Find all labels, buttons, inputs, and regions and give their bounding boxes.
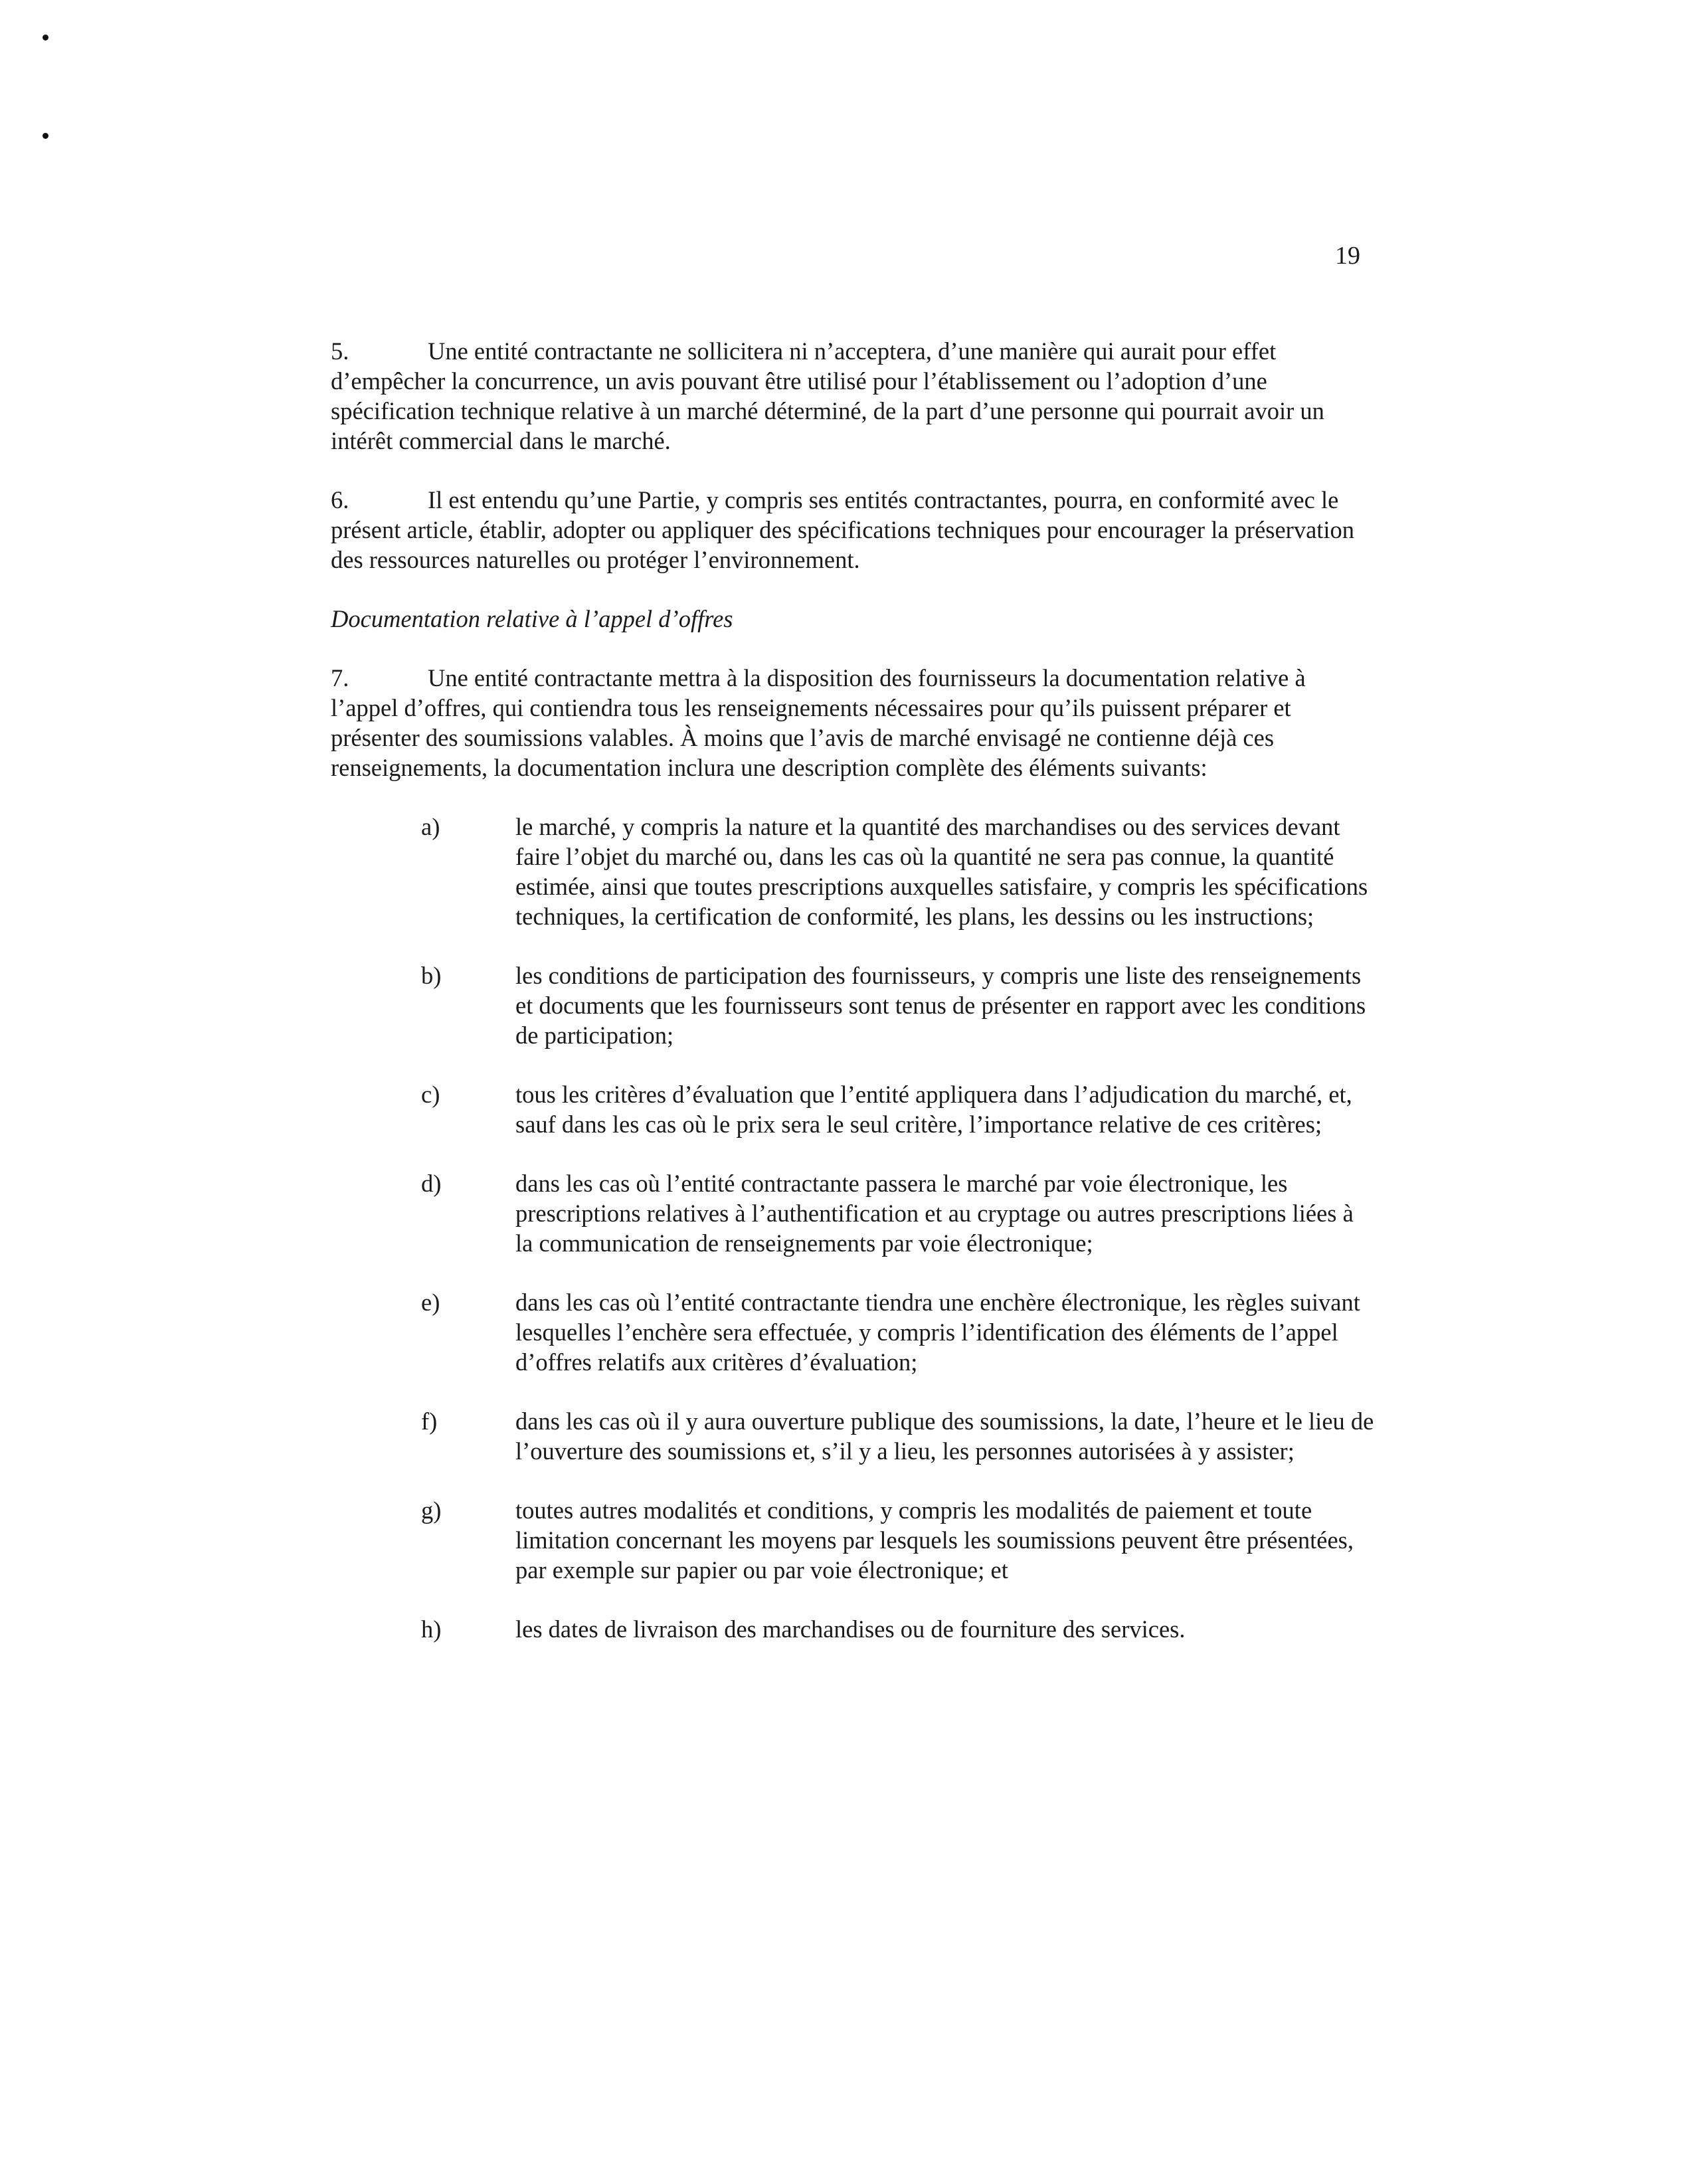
- paragraph-number: 5.: [331, 337, 349, 365]
- list-item-letter: g): [421, 1497, 442, 1524]
- paragraph-text: Il est entendu qu’une Partie, y compris ses entités contractantes, pourra, en conformité avec le présent article, établir, adopter ou appliquer des spécifications techniques pour encourager la préservation des ressources naturelles ou protéger l’environnement.: [331, 486, 1355, 573]
- list-item-text: les dates de livraison des marchandises ou de fourniture des services.: [515, 1615, 1186, 1643]
- paragraph-6: [331, 485, 1376, 575]
- list-item-letter: a): [421, 813, 440, 840]
- page-number: 19: [1335, 242, 1360, 270]
- scan-mark: [43, 35, 48, 41]
- list-item-h: [331, 1614, 1376, 1644]
- list-item-g: [331, 1495, 1376, 1585]
- list-item-letter: d): [421, 1170, 442, 1197]
- list-item-text: le marché, y compris la nature et la quantité des marchandises ou des services devant faire l’objet du marché ou, dans les cas où la quantité ne sera pas connue, la quantité estimée, ainsi que toutes prescriptions auxquelles satisfaire, y compris les spécifications techniques, la certification de conformité, les plans, les dessins ou les instructions;: [515, 813, 1368, 930]
- list-item-a: [331, 812, 1376, 931]
- list-item-text: dans les cas où l’entité contractante tiendra une enchère électronique, les règles suivant lesquelles l’enchère sera effectuée, y compris l’identification des éléments de l’appel d’offres relatifs aux critères d’évaluation;: [515, 1289, 1360, 1376]
- list-item-letter: f): [421, 1408, 438, 1435]
- list-item-f: [331, 1406, 1376, 1466]
- list-item-c: [331, 1079, 1376, 1139]
- paragraph-7: [331, 663, 1376, 782]
- paragraph-number: 6.: [331, 486, 349, 513]
- list-item-text: tous les critères d’évaluation que l’entité appliquera dans l’adjudication du marché, et, sauf dans les cas où le prix sera le seul critère, l’importance relative de ces critères;: [515, 1081, 1352, 1138]
- list-item-d: [331, 1168, 1376, 1258]
- list-item-letter: h): [421, 1615, 442, 1643]
- list-item-letter: e): [421, 1289, 440, 1316]
- paragraph-number: 7.: [331, 664, 349, 691]
- section-heading: Documentation relative à l’appel d’offres: [331, 605, 733, 632]
- document-body: [331, 336, 1376, 1673]
- list-item-letter: c): [421, 1081, 440, 1108]
- list-item-text: dans les cas où l’entité contractante passera le marché par voie électronique, les prescriptions relatives à l’authentification et au cryptage ou autres prescriptions liées à la communication de renseignements par voie électronique;: [515, 1170, 1354, 1257]
- paragraph-5: [331, 336, 1376, 456]
- paragraph-text: Une entité contractante ne sollicitera ni n’acceptera, d’une manière qui aurait pour effet d’empêcher la concurrence, un avis pouvant être utilisé pour l’établissement ou l’adoption d’une spécification technique relative à un marché déterminé, de la part d’une personne qui pourrait avoir un intérêt commercial dans le marché.: [331, 337, 1324, 454]
- list-item-e: [331, 1287, 1376, 1377]
- scan-mark: [43, 133, 48, 139]
- list-item-text: dans les cas où il y aura ouverture publique des soumissions, la date, l’heure et le lieu de l’ouverture des soumissions et, s’il y a lieu, les personnes autorisées à y assister;: [515, 1408, 1374, 1465]
- list-item-text: toutes autres modalités et conditions, y compris les modalités de paiement et toute limitation concernant les moyens par lesquels les soumissions peuvent être présentées, par exemple sur papier ou par voie électronique; et: [515, 1497, 1354, 1584]
- list-item-b: [331, 960, 1376, 1050]
- list-item-text: les conditions de participation des fournisseurs, y compris une liste des renseignements et documents que les fournisseurs sont tenus de présenter en rapport avec les conditions de participation;: [515, 962, 1366, 1049]
- paragraph-text: Une entité contractante mettra à la disposition des fournisseurs la documentation relative à l’appel d’offres, qui contiendra tous les renseignements nécessaires pour qu’ils puissent préparer et présenter des soumissions valables. À moins que l’avis de marché envisagé ne contienne déjà ces renseignements, la documentation inclura une description complète des éléments suivants:: [331, 664, 1306, 781]
- list-item-letter: b): [421, 962, 442, 989]
